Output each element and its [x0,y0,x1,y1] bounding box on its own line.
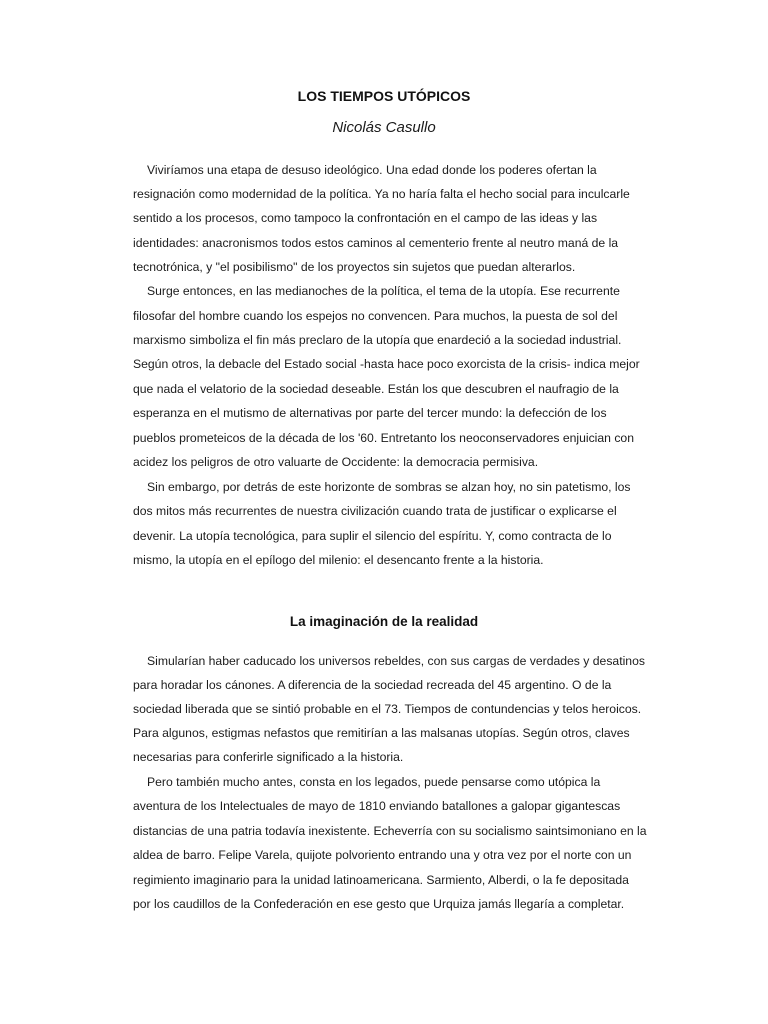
text-line: necesarias para conferirle significado a la historia. [133,750,404,764]
document-title: LOS TIEMPOS UTÓPICOS [297,88,471,104]
text-line: que nada el velatorio de la sociedad deseable. Están los que descubren el naufragio de la [133,382,619,396]
text-line: devenir. La utopía tecnológica, para suplir el silencio del espíritu. Y, como contracta de lo [133,529,612,543]
document-author: Nicolás Casullo [332,119,436,136]
text-line: aldea de barro. Felipe Varela, quijote polvoriento entrando una y otra vez por el norte con un [133,848,632,862]
text-line: filosofar del hombre cuando los espejos no convencen. Para muchos, la puesta de sol del [133,309,618,323]
text-line: Pero también mucho antes, consta en los legados, puede pensarse como utópica la [147,775,601,789]
text-line: mismo, la utopía en el epílogo del milenio: el desencanto frente a la historia. [133,553,544,567]
text-line: Simularían haber caducado los universos rebeldes, con sus cargas de verdades y desatinos [147,654,645,668]
text-line: Para algunos, estigmas nefastos que remitirían a las malsanas utopías. Según otros, claves [133,726,630,740]
text-line: para horadar los cánones. A diferencia de la sociedad recreada del 45 argentino. O de la [133,678,612,692]
text-line: regimiento imaginario para la unidad latinoamericana. Sarmiento, Alberdi, o la fe depositada [133,873,629,887]
text-line: resignación como modernidad de la política. Ya no haría falta el hecho social para inculcarle [133,187,630,201]
text-line: marxismo simboliza el fin más preclaro de la utopía que enardeció a la sociedad industrial. [133,333,622,347]
section-title: La imaginación de la realidad [289,614,479,629]
text-line: tecnotrónica, y "el posibilismo" de los proyectos sin sujetos que puedan alterarlos. [133,260,576,274]
text-line: distancias de una patria todavía inexistente. Echeverría con su socialismo saintsimoniano en la [133,824,647,838]
text-line: sociedad liberada que se sintió probable en el 73. Tiempos de contundencias y telos heroicos. [133,702,642,716]
text-line: Viviríamos una etapa de desuso ideológico. Una edad donde los poderes ofertan la [147,163,597,177]
text-line: por los caudillos de la Confederación en ese gesto que Urquiza jamás llegaría a completar. [133,897,625,911]
text-line: Según otros, la debacle del Estado social -hasta hace poco exorcista de la crisis- indica mejor [133,357,640,371]
text-line: Surge entonces, en las medianoches de la política, el tema de la utopía. Ese recurrente [147,284,620,298]
text-line: pueblos prometeicos de la década de los '60. Entretanto los neoconservadores enjuician con [133,431,634,445]
text-line: aventura de los Intelectuales de mayo de 1810 enviando batallones a galopar gigantescas [133,799,621,813]
text-line: dos mitos más recurrentes de nuestra civilización cuando trata de justificar o explicarse el [133,504,617,518]
text-line: esperanza en el mutismo de alternativas por parte del tercer mundo: la defección de los [133,406,607,420]
text-line: acidez los peligros de otro valuarte de Occidente: la democracia permisiva. [133,455,539,469]
text-line: Sin embargo, por detrás de este horizonte de sombras se alzan hoy, no sin patetismo, los [147,480,631,494]
text-line: identidades: anacronismos todos estos caminos al cementerio frente al neutro maná de la [133,236,619,250]
text-line: sentido a los procesos, como tampoco la confrontación en el campo de las ideas y las [133,211,598,225]
